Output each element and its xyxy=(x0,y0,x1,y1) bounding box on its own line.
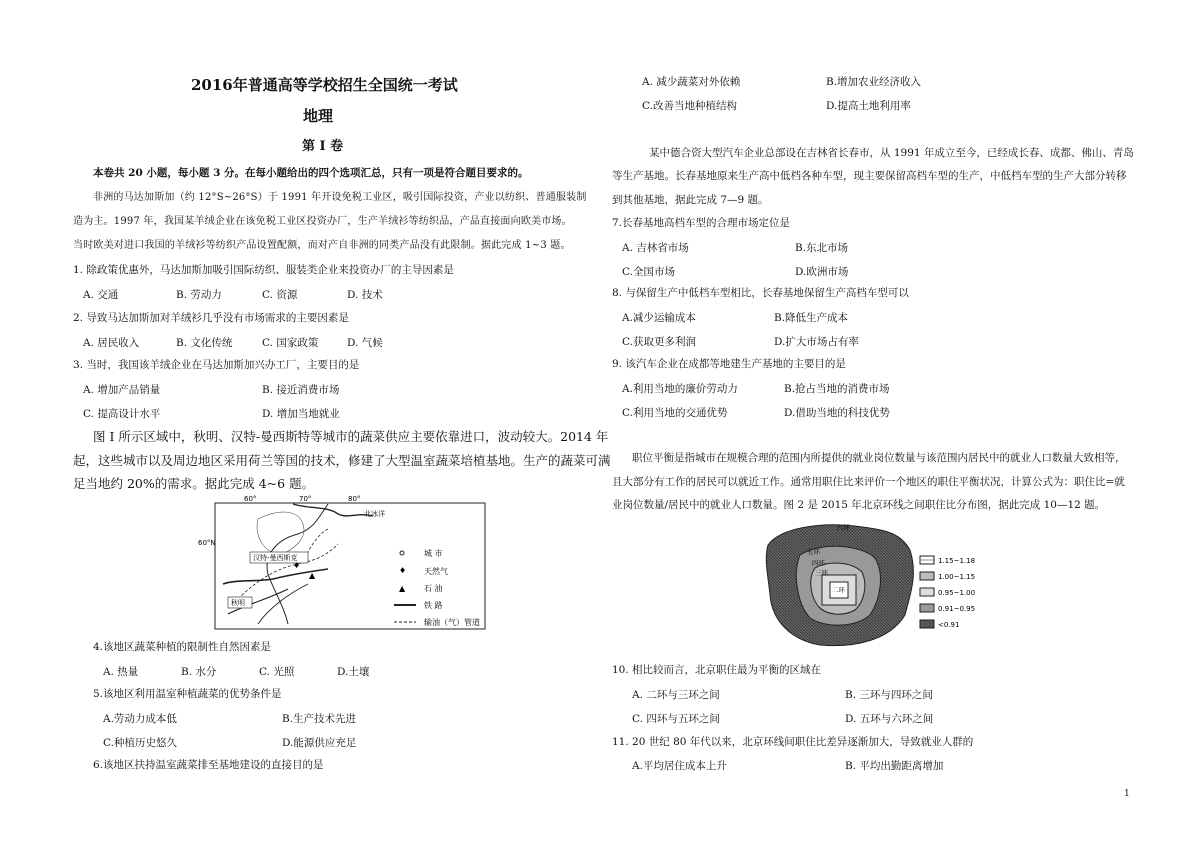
question-10-stem: 10. 相比较而言，北京职住最为平衡的区域在 xyxy=(612,664,822,676)
question-7-stem: 7.长春基地高档车型的合理市场定位是 xyxy=(612,217,791,229)
q1-option-b[interactable]: B. 劳动力 xyxy=(176,289,222,301)
q9-option-c[interactable]: C.利用当地的交通优势 xyxy=(622,407,728,419)
question-8-stem: 8. 与保留生产中低档车型相比，长春基地保留生产高档车型可以 xyxy=(612,287,909,299)
passage-line: 图 I 所示区域中，秋明、汉特-曼西斯特等城市的蔬菜供应主要依靠进口，波动较大。2014 年 xyxy=(93,429,609,444)
subject-title: 地理 xyxy=(303,107,334,125)
oil-icon: ▲ xyxy=(309,571,316,580)
q8-option-b[interactable]: B.降低生产成本 xyxy=(774,312,849,324)
longitude-label-70: 70° xyxy=(299,495,312,503)
q7-option-d[interactable]: D.欧洲市场 xyxy=(795,266,849,278)
question-5-stem: 5.该地区利用温室种植蔬菜的优势条件是 xyxy=(93,688,282,700)
q8-option-c[interactable]: C.获取更多利润 xyxy=(622,336,696,348)
passage-line: 职位平衡是指城市在规模合理的范围内所提供的就业岗位数量与该范围内居民中的就业人口数量大致相等， xyxy=(632,452,1126,464)
ring-label-4: 四环 xyxy=(812,559,825,567)
legend-gas-icon: ♦ xyxy=(399,566,407,575)
q11-option-b[interactable]: B. 平均出勤距离增加 xyxy=(845,760,944,772)
passage-line: 某中德合资大型汽车企业总部设在吉林省长春市，从 1991 年成立至今，已经成长春、成都、佛山、青岛 xyxy=(649,147,1134,159)
passage-line: 足当地约 20%的需求。据此完成 4~6 题。 xyxy=(73,476,315,491)
q4-option-d[interactable]: D.土壤 xyxy=(337,666,370,678)
legend-city-icon xyxy=(400,551,404,555)
q8-option-d[interactable]: D.扩大市场占有率 xyxy=(774,336,859,348)
instruction-text: 本卷共 20 小题，每小题 3 分。在每小题给出的四个选项汇总，只有一项是符合题目要求的。 xyxy=(93,167,529,179)
q6-option-c[interactable]: C.改善当地种植结构 xyxy=(642,100,737,112)
legend-ratio-5: <0.91 xyxy=(938,621,960,629)
legend-railway: 铁 路 xyxy=(424,601,443,610)
passage-line: 造为主。1997 年，我国某羊绒企业在该免税工业区投资办厂，生产羊绒衫等纺织品，产品直接面向欧美市场。 xyxy=(73,216,572,227)
q10-option-a[interactable]: A. 二环与三环之间 xyxy=(632,689,720,701)
question-6-stem: 6.该地区扶持温室蔬菜排至基地建设的直接目的是 xyxy=(93,759,324,771)
q8-option-a[interactable]: A.减少运输成本 xyxy=(622,312,696,324)
q9-option-d[interactable]: D.借助当地的科技优势 xyxy=(784,407,890,419)
question-1-stem: 1. 除政策优惠外，马达加斯加吸引国际纺织、服装类企业来投资办厂的主导因素是 xyxy=(73,264,454,276)
q9-option-a[interactable]: A.利用当地的廉价劳动力 xyxy=(622,383,738,395)
question-2-stem: 2. 导致马达加斯加对羊绒衫几乎没有市场需求的主要因素是 xyxy=(73,312,349,324)
question-4-stem: 4.该地区蔬菜种植的限制性自然因素是 xyxy=(93,641,272,653)
q6-option-d[interactable]: D.提高土地利用率 xyxy=(826,100,911,112)
q7-option-b[interactable]: B.东北市场 xyxy=(795,242,849,254)
figure-1-map xyxy=(198,494,488,634)
ring-label-6: 六环 xyxy=(836,524,850,532)
passage-line: 业岗位数量/居民中的就业人口数量。图 2 是 2015 年北京环线之间职住比分布图，据此完成 10—12 题。 xyxy=(612,499,1106,511)
legend-ratio-3: 0.95~1.00 xyxy=(938,589,976,597)
q4-option-c[interactable]: C. 光照 xyxy=(259,666,295,678)
q4-option-a[interactable]: A. 热量 xyxy=(103,666,139,678)
passage-line: 到其他基地，据此完成 7—9 题。 xyxy=(612,194,769,206)
q10-option-c[interactable]: C. 四环与五环之间 xyxy=(632,713,720,725)
city-label-tyumen: 秋明 xyxy=(231,599,245,607)
legend-gas: 天然气 xyxy=(424,567,448,576)
longitude-label-60: 60° xyxy=(244,495,257,503)
q7-option-c[interactable]: C.全国市场 xyxy=(622,266,675,278)
question-9-stem: 9. 该汽车企业在成都等地建生产基地的主要目的是 xyxy=(612,358,846,370)
legend-pipeline: 输油（气）管道 xyxy=(424,618,480,627)
q7-option-a[interactable]: A. 吉林省市场 xyxy=(622,242,689,254)
legend-ratio-2: 1.00~1.15 xyxy=(938,573,976,581)
section-title: 第 I 卷 xyxy=(302,139,344,154)
gas-icon: ♦ xyxy=(293,561,301,570)
q6-option-a[interactable]: A. 减少蔬菜对外依赖 xyxy=(642,76,741,88)
q10-option-d[interactable]: D. 五环与六环之间 xyxy=(845,713,934,725)
legend-ratio-4: 0.91~0.95 xyxy=(938,605,976,613)
longitude-label-80: 80° xyxy=(348,495,361,503)
q5-option-d[interactable]: D.能源供应充足 xyxy=(282,737,357,749)
passage-line: 当时欧美对进口我国的羊绒衫等纺织产品设置配额，而对产自非洲的同类产品没有此限制。据此完成 1~3 题。 xyxy=(73,240,571,251)
question-11-stem: 11. 20 世纪 80 年代以来，北京环线间职住比差异逐渐加大，导致就业人群的 xyxy=(612,736,974,748)
q11-option-a[interactable]: A.平均居住成本上升 xyxy=(632,760,727,772)
ring-label-2: 二环 xyxy=(832,586,845,594)
passage-line: 非洲的马达加斯加（约 12°S~26°S）于 1991 年开设免税工业区，吸引国际投资，产业以纺织、普通服装制 xyxy=(93,192,587,203)
q5-option-b[interactable]: B.生产技术先进 xyxy=(282,713,357,725)
q3-option-c[interactable]: C. 提高设计水平 xyxy=(83,408,161,420)
ocean-label: 北冰洋 xyxy=(364,510,385,518)
passage-line: 等生产基地。长春基地原来生产高中低档各种车型，现主要保留高档车型的生产，中低档车型的生产大部分转移 xyxy=(612,170,1127,182)
q4-option-b[interactable]: B. 水分 xyxy=(181,666,217,678)
q3-option-b[interactable]: B. 接近消费市场 xyxy=(262,384,340,396)
q1-option-a[interactable]: A. 交通 xyxy=(83,289,119,301)
latitude-label: 60°N xyxy=(198,539,216,547)
q2-option-d[interactable]: D. 气候 xyxy=(347,337,383,349)
ring-label-3: 三环 xyxy=(815,569,828,577)
q9-option-b[interactable]: B.抢占当地的消费市场 xyxy=(784,383,890,395)
city-label-khanty: 汉特-曼西斯克 xyxy=(253,554,298,562)
q3-option-a[interactable]: A. 增加产品销量 xyxy=(83,384,161,396)
q5-option-c[interactable]: C.种植历史悠久 xyxy=(103,737,177,749)
q1-option-d[interactable]: D. 技术 xyxy=(347,289,383,301)
legend-oil: 石 油 xyxy=(424,584,443,593)
page-number: 1 xyxy=(1124,789,1130,799)
figure-2-map xyxy=(760,520,985,655)
exam-title: 2016年普通高等学校招生全国统一考试 xyxy=(191,76,458,94)
q10-option-b[interactable]: B. 三环与四环之间 xyxy=(845,689,933,701)
question-3-stem: 3. 当时，我国该羊绒企业在马达加斯加兴办工厂，主要目的是 xyxy=(73,359,360,371)
q3-option-d[interactable]: D. 增加当地就业 xyxy=(262,408,340,420)
legend-city: 城 市 xyxy=(424,549,443,558)
ring-label-5: 五环 xyxy=(807,548,820,556)
q5-option-a[interactable]: A.劳动力成本低 xyxy=(103,713,177,725)
q2-option-a[interactable]: A. 居民收入 xyxy=(83,337,140,349)
passage-line: 起，这些城市以及周边地区采用荷兰等国的技术，修建了大型温室蔬菜培植基地。生产的蔬菜可满 xyxy=(73,453,611,468)
q2-option-c[interactable]: C. 国家政策 xyxy=(262,337,319,349)
q2-option-b[interactable]: B. 文化传统 xyxy=(176,337,233,349)
q1-option-c[interactable]: C. 资源 xyxy=(262,289,298,301)
passage-line: 且大部分有工作的居民可以就近工作。通常用职住比来评价一个地区的职住平衡状况，计算公式为：职住比=就 xyxy=(612,476,1125,488)
legend-oil-icon: ▲ xyxy=(399,584,406,593)
q6-option-b[interactable]: B.增加农业经济收入 xyxy=(826,76,922,88)
legend-ratio-1: 1.15~1.18 xyxy=(938,557,976,565)
